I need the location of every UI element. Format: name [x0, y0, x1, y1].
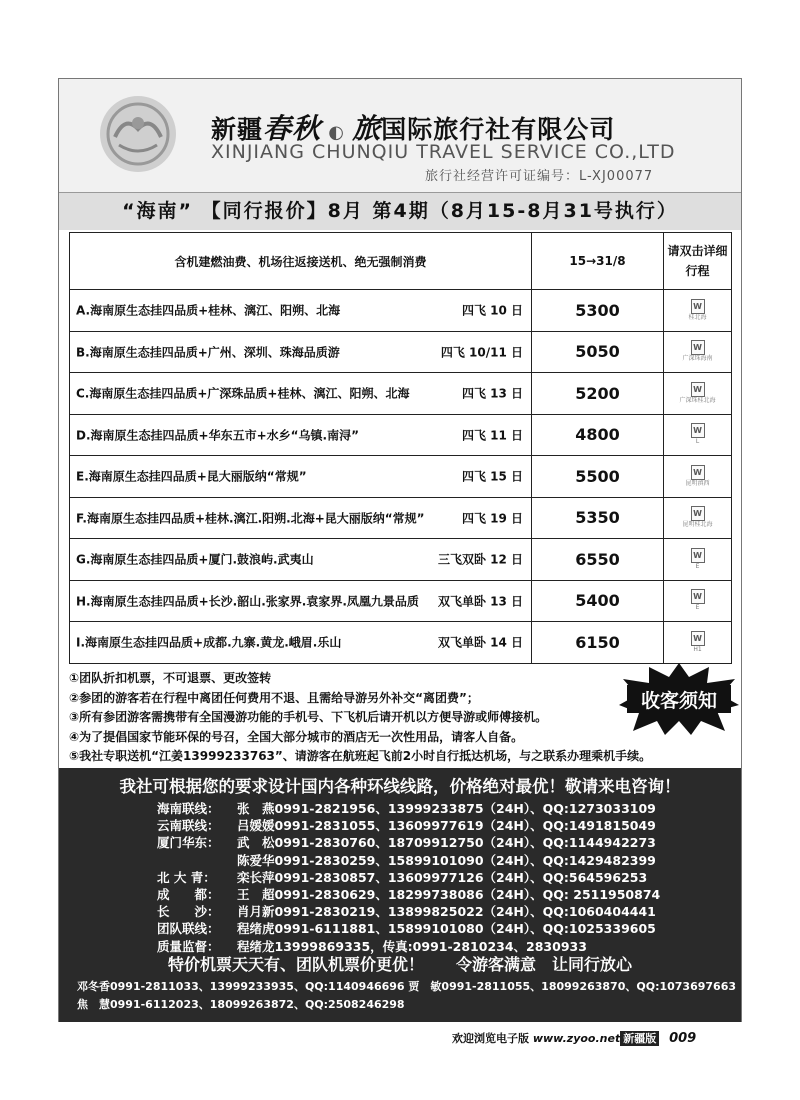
- contact-value: 张 燕0991-2821956、13999233875（24H）、QQ:1273033109: [237, 801, 656, 816]
- itinerary-doc-link[interactable]: [664, 497, 732, 539]
- route-days: 双飞单卧 13 日: [437, 594, 523, 609]
- route-price: 4800: [532, 414, 664, 456]
- route-cell: [70, 580, 532, 622]
- route-cell: [70, 290, 532, 332]
- word-doc-icon[interactable]: W: [691, 631, 705, 646]
- route-cell: [70, 539, 532, 581]
- note-item: ③所有参团游客需携带有全国漫游功能的手机号、下飞机后请开机以方便导游或师傅接机。: [69, 710, 548, 724]
- itinerary-doc-link[interactable]: [664, 331, 732, 373]
- route-days: 三飞双卧 12 日: [437, 552, 523, 567]
- license-number: 旅行社经营许可证编号：L-XJ00077: [425, 169, 654, 184]
- contact-label: 团队联线：: [157, 921, 220, 937]
- word-doc-icon[interactable]: W: [691, 589, 705, 604]
- route-cell: [70, 456, 532, 498]
- route-price: 6150: [532, 622, 664, 664]
- contact-value: 栾长萍0991-2830857、13609977126（24H）、QQ:564596253: [237, 869, 648, 885]
- route-name: I.海南原生态挂四品质+成都.九寨.黄龙.峨眉.乐山: [76, 635, 342, 650]
- table-row: [70, 373, 732, 415]
- contact-label: 云南联线：: [157, 818, 220, 834]
- word-doc-icon[interactable]: W: [691, 340, 705, 355]
- doc-label: E: [695, 604, 700, 612]
- route-days: 四飞 10/11 日: [440, 345, 523, 360]
- route-price: 5500: [532, 456, 664, 498]
- route-cell: [70, 497, 532, 539]
- contact-label: 海南联线：: [157, 801, 220, 816]
- note-item: ②参团的游客若在行程中离团任何费用不退、且需给导游另外补交“离团费”；: [69, 690, 479, 705]
- contact-value: 陈爱华0991-2830259、15899101090（24H）、QQ:1429482399: [237, 852, 656, 868]
- route-name: G.海南原生态挂四品质+厦门.鼓浪屿.武夷山: [76, 552, 314, 567]
- quote-title: “海南” 【同行报价】8月 第4期（8月15-8月31号执行）: [59, 193, 741, 230]
- route-price: 5200: [532, 373, 664, 415]
- word-doc-icon[interactable]: W: [691, 465, 705, 480]
- route-cell: [70, 331, 532, 373]
- itinerary-doc-link[interactable]: [664, 414, 732, 456]
- company-name-script2: 旅: [352, 112, 382, 145]
- footer-url[interactable]: www.zyoo.net: [532, 1032, 621, 1045]
- contact-value: 王 超0991-2830629、18299738086（24H）、QQ: 2511950874: [237, 887, 661, 902]
- itinerary-doc-link[interactable]: [664, 539, 732, 581]
- route-days: 四飞 11 日: [461, 428, 523, 443]
- company-logo: [97, 93, 179, 175]
- page-sheet: [58, 78, 742, 1022]
- contact-value: 肖月新0991-2830219、13899825022（24H）、QQ:1060404441: [237, 904, 656, 920]
- contact-label: 长 沙：: [157, 904, 220, 920]
- route-name: A.海南原生态挂四品质+桂林、漓江、阳朔、北海: [76, 303, 341, 318]
- page-footer: [452, 1030, 696, 1046]
- itinerary-doc-link[interactable]: [664, 622, 732, 664]
- notice-badge: [617, 661, 741, 737]
- route-price: 5350: [532, 497, 664, 539]
- contact-label: 成 都：: [157, 887, 220, 902]
- doc-label: 广深珠海南: [682, 355, 713, 363]
- company-name: 新疆春秋 ◐ 旅国际旅行社有限公司: [211, 112, 616, 145]
- detail-header: 请双击详细行程: [664, 233, 732, 290]
- doc-label: H1: [693, 645, 702, 653]
- table-note: 含机建燃油费、机场往返接送机、绝无强制消费: [70, 233, 532, 290]
- route-name: B.海南原生态挂四品质+广州、深圳、珠海品质游: [76, 345, 340, 360]
- route-price: 5400: [532, 580, 664, 622]
- note-item: ①团队折扣机票，不可退票、更改签转: [69, 671, 272, 685]
- badge-label: 收客须知: [640, 690, 718, 712]
- route-cell: [70, 373, 532, 415]
- contact-value: 程绪龙13999869335，传真:0991-2810234、2830933: [237, 938, 587, 954]
- itinerary-doc-link[interactable]: [664, 456, 732, 498]
- page-number: 009: [669, 1031, 697, 1046]
- word-doc-icon[interactable]: W: [691, 382, 705, 397]
- contact-value: 吕媛媛0991-2831055、13609977619（24H）、QQ:1491815049: [237, 818, 656, 834]
- note-item: ⑤我社专职送机“江姜13999233763”、请游客在航班起飞前2小时自行抵达机场，与之联系办理乘机手续。: [69, 749, 652, 763]
- itinerary-doc-link[interactable]: [664, 290, 732, 332]
- staff-line: 焦 慧0991-6112023、18099263872、QQ:2508246298: [77, 998, 405, 1011]
- route-cell: [70, 622, 532, 664]
- edition-tag: 新疆版: [620, 1031, 659, 1046]
- route-days: 四飞 15 日: [461, 469, 523, 484]
- table-row: [70, 539, 732, 581]
- period-header: 15→31/8: [532, 233, 664, 290]
- itinerary-doc-link[interactable]: [664, 373, 732, 415]
- route-price: 5300: [532, 290, 664, 332]
- route-name: H.海南原生态挂四品质+长沙.韶山.张家界.袁家界.凤凰九景品质: [76, 594, 419, 609]
- itinerary-doc-link[interactable]: [664, 580, 732, 622]
- route-days: 四飞 10 日: [461, 303, 523, 318]
- contact-value: 武 松0991-2830760、18709912750（24H）、QQ:1144942273: [237, 835, 656, 851]
- route-price: 6550: [532, 539, 664, 581]
- route-name: F.海南原生态挂四品质+桂林.漓江.阳朔.北海+昆大丽版纳“常规”: [76, 511, 425, 526]
- table-row: [70, 414, 732, 456]
- company-name-en: XINJIANG CHUNQIU TRAVEL SERVICE CO.,LTD: [211, 141, 676, 163]
- route-name: C.海南原生态挂四品质+广深珠品质+桂林、漓江、阳朔、北海: [76, 386, 410, 401]
- slogan: 特价机票天天有、团队机票价更优！ 令游客满意 让同行放心: [167, 955, 632, 974]
- route-days: 四飞 13 日: [461, 386, 523, 401]
- word-doc-icon[interactable]: W: [691, 548, 705, 563]
- doc-label: 昆明桂北海: [682, 521, 713, 529]
- route-days: 四飞 19 日: [461, 511, 523, 526]
- route-name: E.海南原生态挂四品质+昆大丽版纳“常规”: [76, 469, 307, 484]
- company-name-part1: 新疆: [211, 115, 264, 144]
- company-name-part2: 国际旅行社有限公司: [381, 115, 616, 144]
- table-row: [70, 331, 732, 373]
- contact-label: 北 大 青：: [157, 869, 216, 885]
- word-doc-icon[interactable]: W: [691, 299, 705, 314]
- route-price: 5050: [532, 331, 664, 373]
- route-name: D.海南原生态挂四品质+华东五市+水乡“乌镇.南浔”: [76, 428, 359, 443]
- doc-label: 广深珠桂北海: [679, 396, 716, 404]
- contact-label: 质量监督：: [157, 938, 220, 954]
- table-row: [70, 580, 732, 622]
- table-row: [70, 497, 732, 539]
- price-table: [69, 232, 732, 664]
- company-header: [59, 79, 741, 193]
- doc-label: 昆明滇西: [685, 479, 710, 487]
- doc-label: 桂北海: [688, 313, 707, 321]
- table-row: [70, 622, 732, 664]
- table-row: [70, 456, 732, 498]
- table-row: [70, 290, 732, 332]
- word-doc-icon[interactable]: W: [691, 506, 705, 521]
- contact-section: [59, 768, 741, 1022]
- note-item: ④为了提倡国家节能环保的号召，全国大部分城市的酒店无一次性用品，请客人自备。: [69, 729, 524, 744]
- doc-label: E: [695, 562, 700, 570]
- doc-label: L: [695, 438, 700, 446]
- contact-label: 厦门华东：: [157, 835, 220, 851]
- company-name-script: 春秋: [263, 112, 322, 145]
- route-days: 双飞单卧 14 日: [437, 635, 523, 650]
- staff-line: 邓冬香0991-2811033、13999233935、QQ:1140946696 贾 敏0991-2811055、18099263870、QQ:1073697663: [77, 980, 737, 993]
- footer-text: 欢迎浏览电子版: [452, 1032, 529, 1045]
- word-doc-icon[interactable]: W: [691, 423, 705, 438]
- contact-headline: 我社可根据您的要求设计国内各种环线线路，价格绝对最优！敬请来电咨询！: [119, 777, 681, 796]
- contact-value: 程绪虎0991-6111881、15899101080（24H）、QQ:1025339605: [237, 921, 656, 937]
- route-cell: [70, 414, 532, 456]
- table-header-row: [70, 233, 732, 290]
